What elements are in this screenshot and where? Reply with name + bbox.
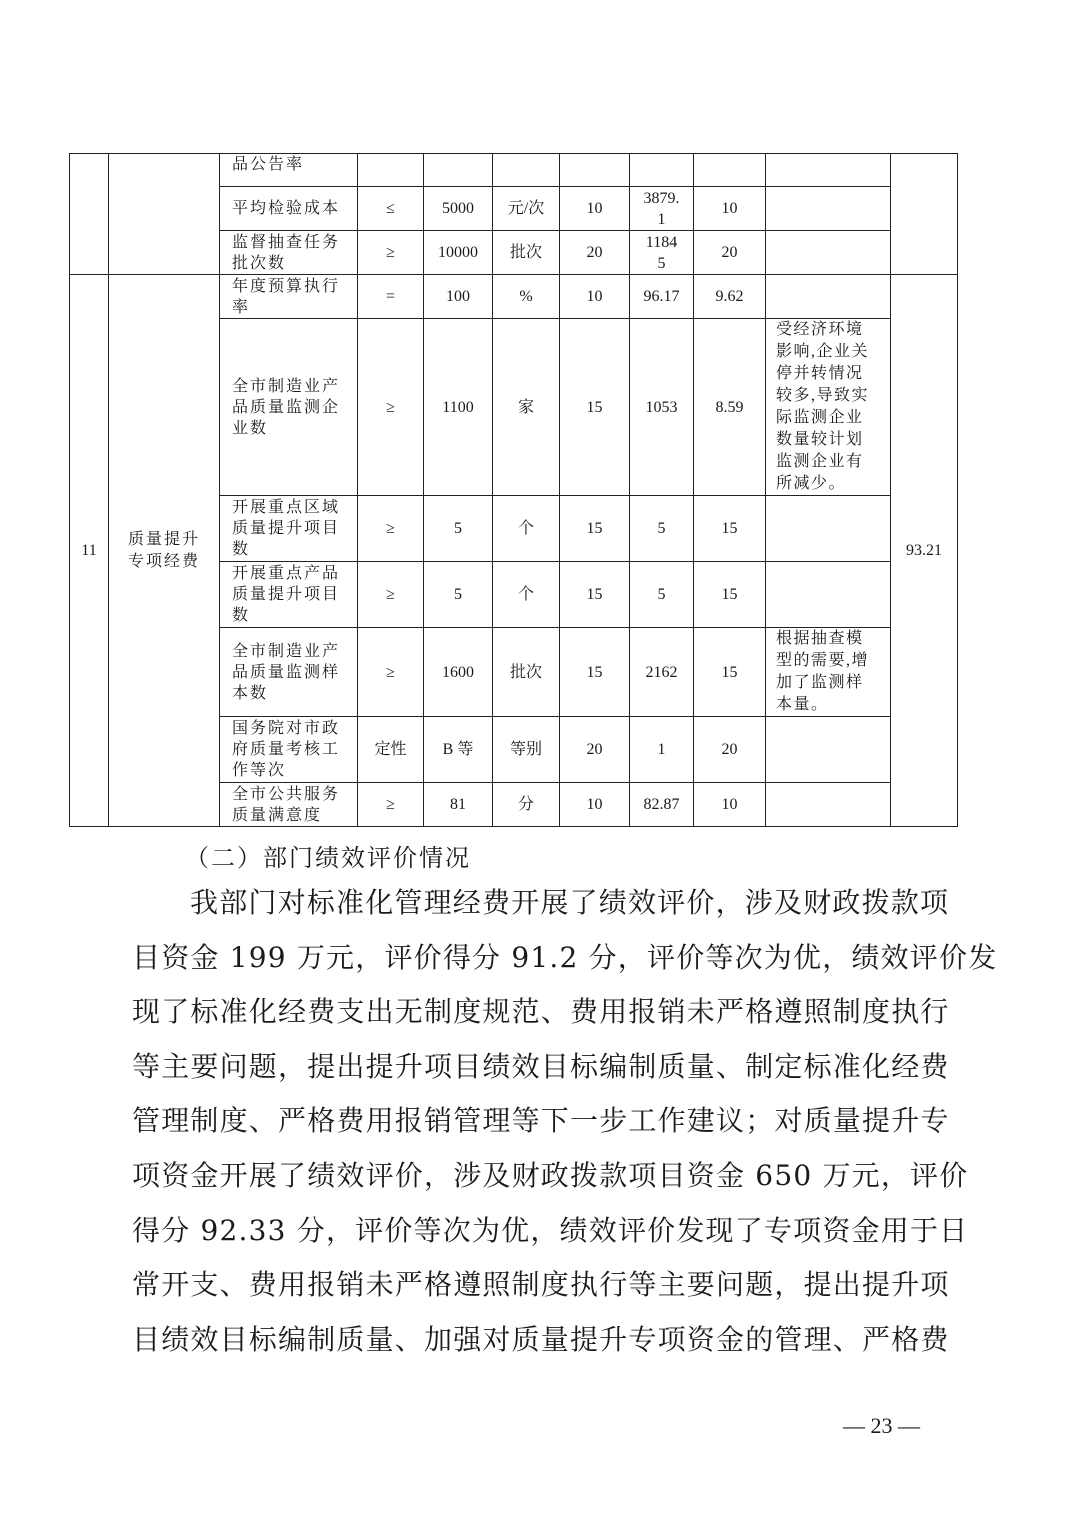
cell-score [694,154,766,187]
section-heading: （二）部门绩效评价情况 [185,844,471,872]
cell-op: ≥ [358,628,424,717]
cell-unit [493,154,560,187]
cell-op: ≥ [358,319,424,496]
cell-score: 10 [694,783,766,827]
cell-target: 81 [424,783,493,827]
cell-weight: 10 [560,275,630,319]
cell-target: 5 [424,562,493,628]
cell-actual: 2162 [630,628,694,717]
cell-op: = [358,275,424,319]
paragraph-line: 常开支、费用报销未严格遵照制度执行等主要问题，提出提升项 [132,1268,950,1302]
table-row [70,154,958,187]
cell-weight: 15 [560,562,630,628]
table-row [70,275,958,319]
cell-weight: 15 [560,628,630,717]
cell-note [766,496,891,562]
cell-weight: 20 [560,717,630,783]
cell-actual: 82.87 [630,783,694,827]
cell-unit: 批次 [493,231,560,275]
row-number-cell [70,154,109,275]
project-name-cell [109,154,220,275]
cell-actual: 5 [630,496,694,562]
cell-actual: 3879. 1 [630,187,694,231]
cell-target: 100 [424,275,493,319]
cell-weight: 15 [560,496,630,562]
cell-note: 受经济环境 影响,企业关 停并转情况 较多,导致实 际监测企业 数量较计划 监测企业有 所减少。 [766,319,891,496]
row-number-cell: 11 [70,275,109,827]
cell-target: 1100 [424,319,493,496]
cell-unit: 分 [493,783,560,827]
cell-note [766,154,891,187]
project-name-cell: 质量提升 专项经费 [109,275,220,827]
cell-op: ≥ [358,231,424,275]
paragraph-line: 得分 92.33 分，评价等次为优，绩效评价发现了专项资金用于日 [132,1213,969,1247]
cell-target: B 等 [424,717,493,783]
cell-op: ≥ [358,496,424,562]
cell-actual: 5 [630,562,694,628]
cell-indicator: 监督抽查任务 批次数 [220,231,358,275]
cell-indicator: 开展重点区域 质量提升项目 数 [220,496,358,562]
cell-op: ≤ [358,187,424,231]
cell-unit: 家 [493,319,560,496]
cell-weight: 10 [560,187,630,231]
paragraph-line: 目绩效目标编制质量、加强对质量提升专项资金的管理、严格费 [132,1322,950,1356]
cell-unit: % [493,275,560,319]
paragraph-line: 我部门对标准化管理经费开展了绩效评价，涉及财政拨款项 [190,886,950,919]
cell-target: 5000 [424,187,493,231]
section-paragraph [132,876,998,1367]
cell-indicator: 年度预算执行 率 [220,275,358,319]
cell-indicator: 开展重点产品 质量提升项目 数 [220,562,358,628]
cell-op [358,154,424,187]
cell-note [766,275,891,319]
cell-note [766,231,891,275]
cell-target: 10000 [424,231,493,275]
paragraph-line: 项资金开展了绩效评价，涉及财政拨款项目资金 650 万元，评价 [132,1158,969,1192]
paragraph-line: 等主要问题，提出提升项目绩效目标编制质量、制定标准化经费 [132,1049,950,1083]
cell-indicator: 全市制造业产 品质量监测样 本数 [220,628,358,717]
cell-weight [560,154,630,187]
cell-weight: 15 [560,319,630,496]
cell-note: 根据抽查模 型的需要,增 加了监测样 本量。 [766,628,891,717]
cell-score: 9.62 [694,275,766,319]
cell-actual: 1 [630,717,694,783]
cell-unit: 批次 [493,628,560,717]
cell-indicator: 国务院对市政 府质量考核工 作等次 [220,717,358,783]
cell-actual: 1053 [630,319,694,496]
performance-table [69,153,958,827]
cell-note [766,562,891,628]
cell-note [766,783,891,827]
cell-op: ≥ [358,562,424,628]
cell-weight: 10 [560,783,630,827]
cell-actual [630,154,694,187]
cell-target [424,154,493,187]
cell-actual: 1184 5 [630,231,694,275]
cell-op: 定性 [358,717,424,783]
cell-unit: 等别 [493,717,560,783]
cell-indicator: 全市公共服务 质量满意度 [220,783,358,827]
cell-score: 8.59 [694,319,766,496]
table-body [70,154,958,827]
total-score-cell [891,154,958,275]
cell-op: ≥ [358,783,424,827]
cell-score: 15 [694,562,766,628]
cell-indicator: 全市制造业产 品质量监测企 业数 [220,319,358,496]
cell-unit: 元/次 [493,187,560,231]
cell-target: 1600 [424,628,493,717]
cell-score: 15 [694,496,766,562]
cell-indicator: 品公告率 [220,154,358,187]
cell-target: 5 [424,496,493,562]
cell-score: 10 [694,187,766,231]
cell-score: 15 [694,628,766,717]
cell-score: 20 [694,717,766,783]
cell-note [766,187,891,231]
cell-weight: 20 [560,231,630,275]
page-number: — 23 — [843,1413,920,1438]
cell-unit: 个 [493,562,560,628]
paragraph-line: 管理制度、严格费用报销管理等下一步工作建议；对质量提升专 [132,1104,950,1138]
paragraph-line: 目资金 199 万元，评价得分 91.2 分，评价等次为优，绩效评价发 [132,940,998,974]
total-score-cell: 93.21 [891,275,958,827]
cell-score: 20 [694,231,766,275]
paragraph-line: 现了标准化经费支出无制度规范、费用报销未严格遵照制度执行 [132,995,950,1029]
cell-unit: 个 [493,496,560,562]
cell-indicator: 平均检验成本 [220,187,358,231]
cell-actual: 96.17 [630,275,694,319]
cell-note [766,717,891,783]
